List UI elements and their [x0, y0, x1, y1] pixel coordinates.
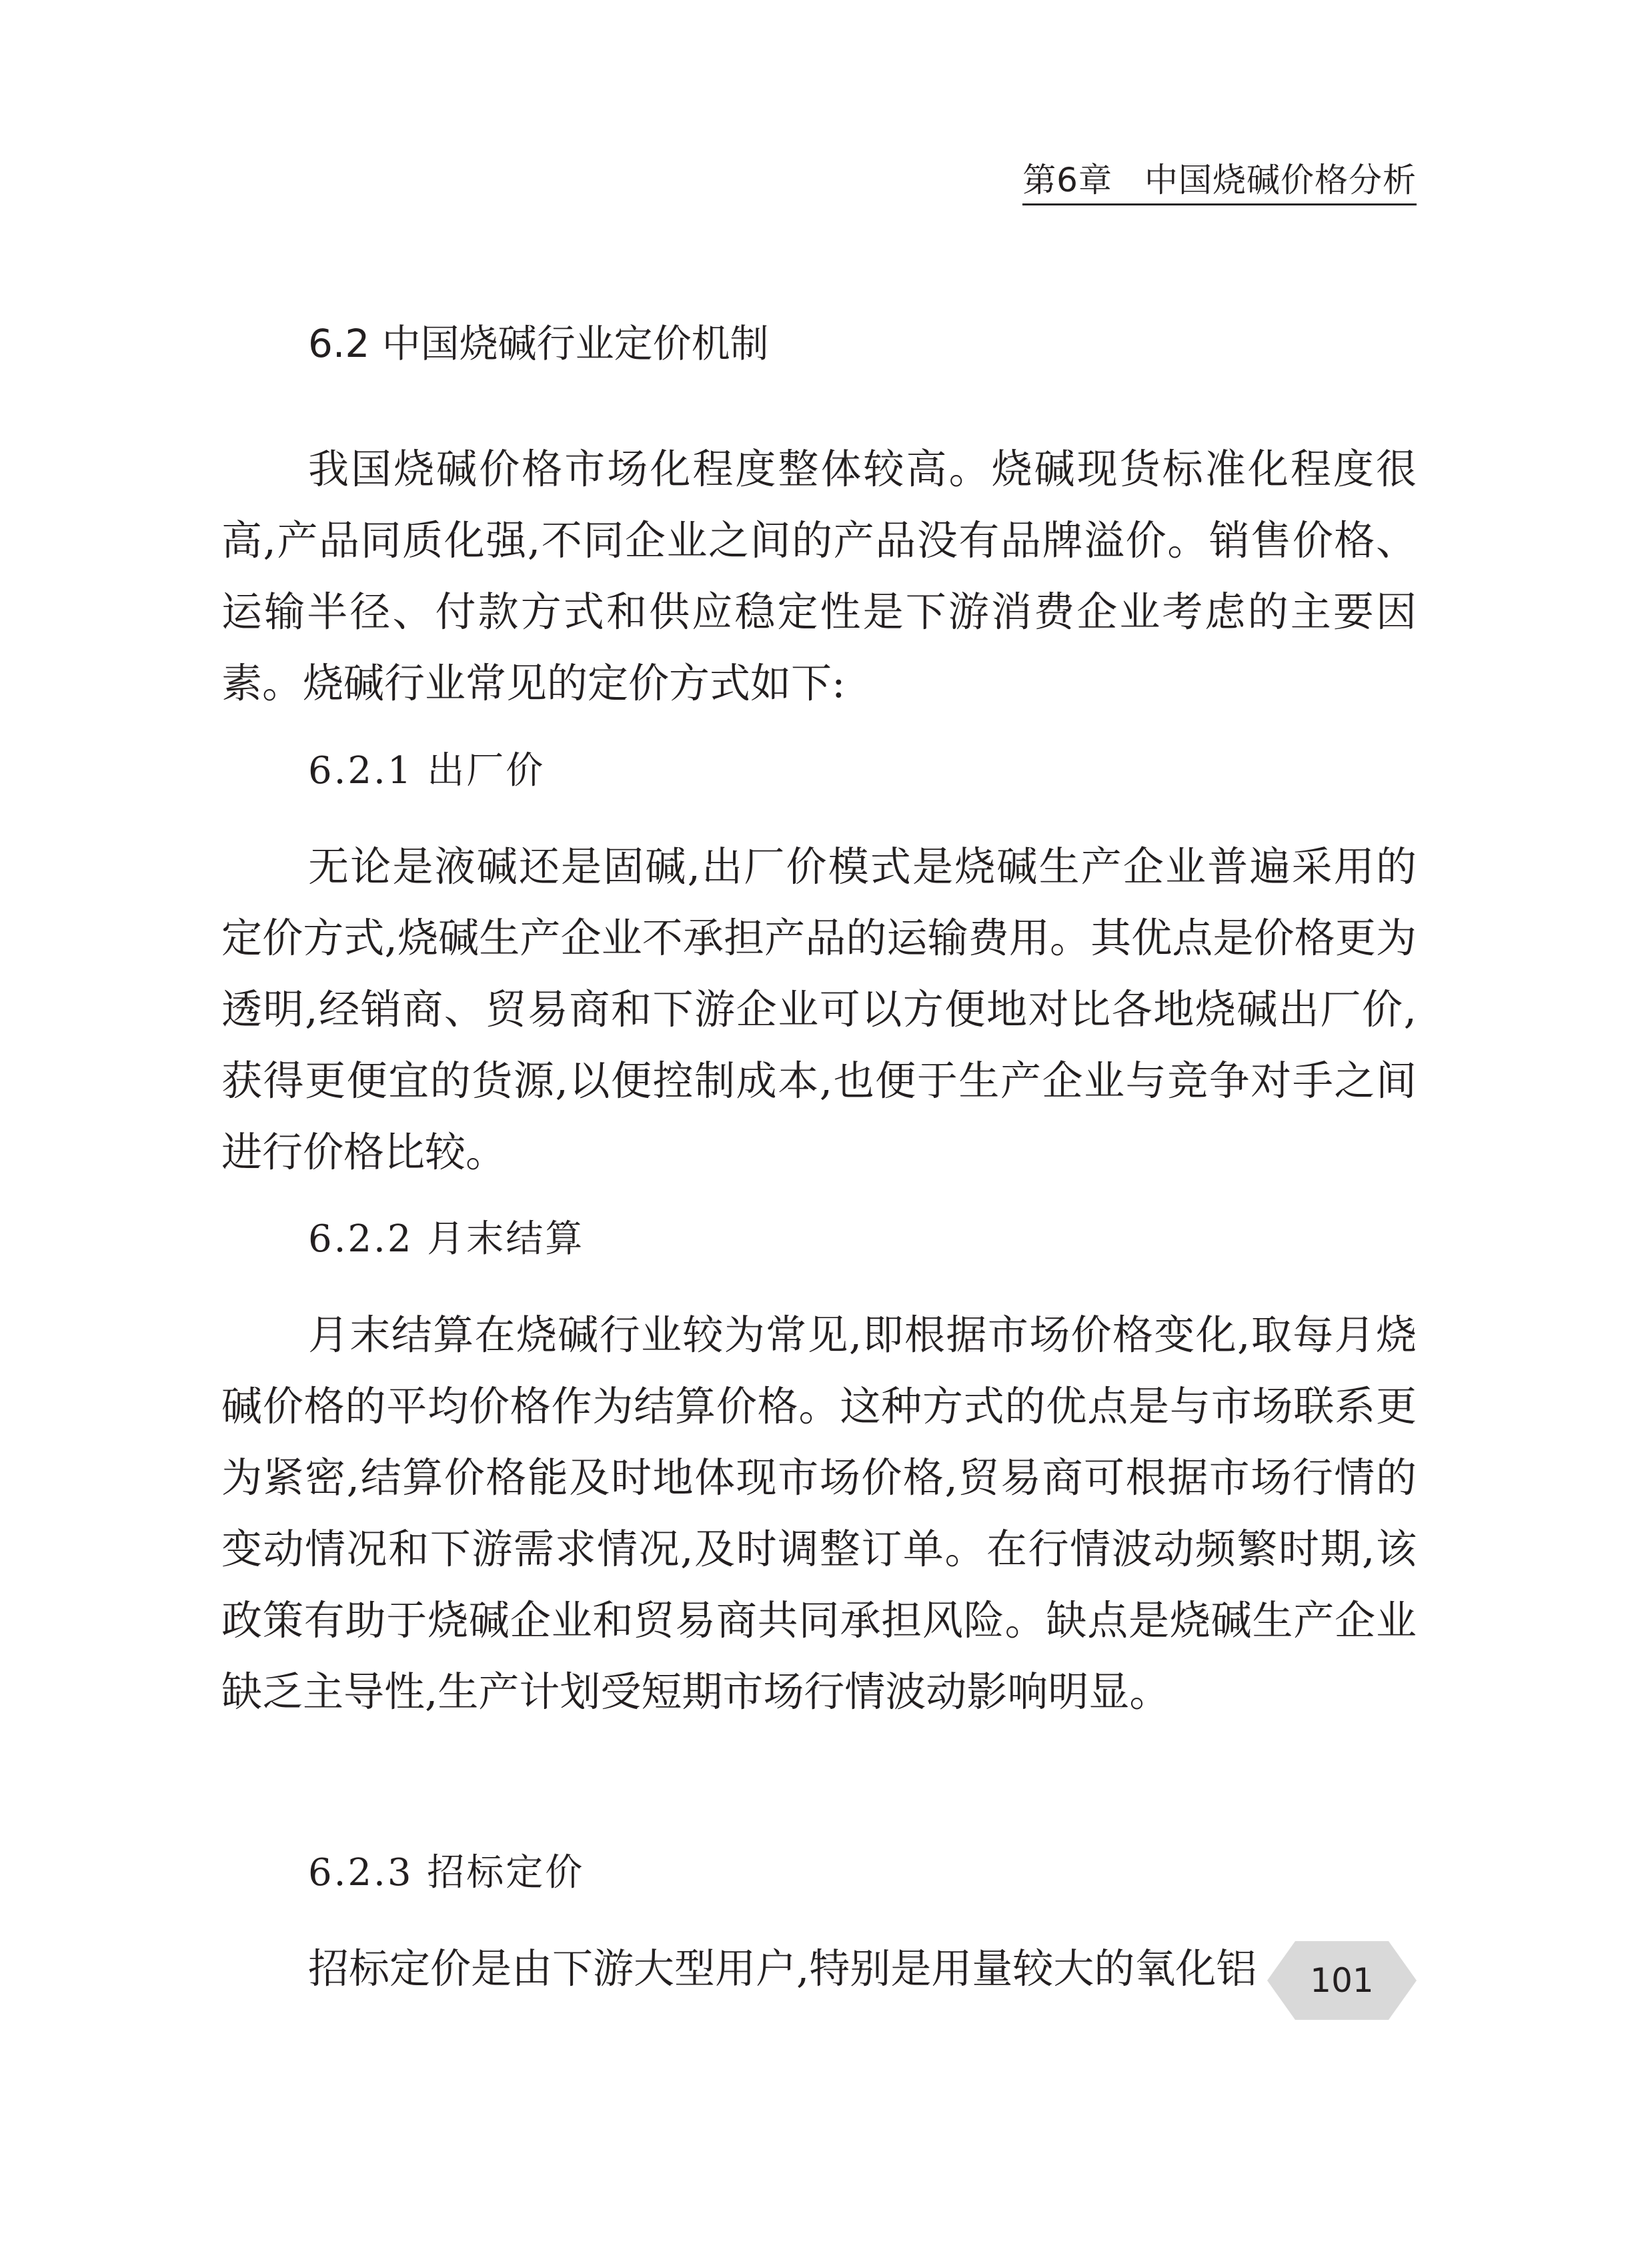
subsection-heading-month-end-settlement: 6.2.2 月末结算: [308, 1217, 585, 1261]
subsection-heading-factory-price: 6.2.1 出厂价: [308, 749, 546, 792]
paragraph-tender-pricing: 招标定价是由下游大型用户,特别是用量较大的氧化铝: [308, 1945, 1257, 1993]
chapter-number: 第6章: [1022, 161, 1112, 199]
section-title: 6.2 中国烧碱行业定价机制: [308, 321, 769, 366]
running-header: [1022, 153, 1417, 207]
paragraph-month-end-settlement: 月末结算在烧碱行业较为常见,即根据市场价格变化,取每月烧碱价格的平均价格作为结算价格。这种方式的优点是与市场联系更为紧密,结算价格能及时地体现市场价格,贸易商可根据市场行情的变动情况和下游需求情况,及时调整订单。在行情波动频繁时期,该政策有助于烧碱企业和贸易商共同承担风险。缺点是烧碱生产企业缺乏主导性,生产计划受短期市场行情波动影响明显。: [221, 1311, 1417, 1716]
paragraph-factory-price: 无论是液碱还是固碱,出厂价模式是烧碱生产企业普遍采用的定价方式,烧碱生产企业不承担产品的运输费用。其优点是价格更为透明,经销商、贸易商和下游企业可以方便地对比各地烧碱出厂价,获得更便宜的货源,以便控制成本,也便于生产企业与竞争对手之间进行价格比较。: [221, 843, 1417, 1176]
page-number: 101: [1310, 1961, 1374, 2000]
header-rule: [1022, 203, 1417, 205]
paragraph-intro: 我国烧碱价格市场化程度整体较高。烧碱现货标准化程度很高,产品同质化强,不同企业之间的产品没有品牌溢价。销售价格、运输半径、付款方式和供应稳定性是下游消费企业考虑的主要因素。烧碱行业常见的定价方式如下:: [221, 446, 1417, 707]
subsection-heading-tender-pricing: 6.2.3 招标定价: [308, 1851, 585, 1894]
page-number-badge: [1267, 1941, 1417, 2020]
chapter-title: 中国烧碱价格分析: [1144, 161, 1417, 199]
